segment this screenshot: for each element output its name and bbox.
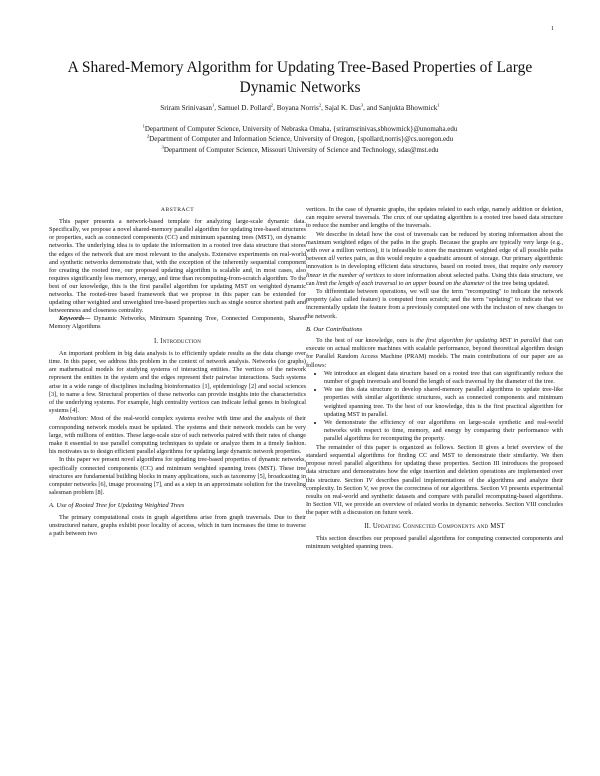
left-column (49, 206, 306, 538)
author: and Sanjukta Bhowmick$^1$ (366, 102, 440, 112)
subsection-heading-a: A. Use of Rooted Tree for Updating Weighted Trees (49, 502, 185, 510)
author: Samuel D. Pollard$^2$ (217, 102, 274, 112)
body-paragraph: To the best of our knowledge, ours is the first algorithm for updating MST in parallel that can execute on actual multicore machines with scalable performance, beyond theoretical algorithm design for Parallel Random Access Machine (PRAM) models. The main contributions of our paper are as follows: (306, 337, 563, 369)
affiliation: $^1$Department of Computer Science, University of Nebraska Omaha, {sriramsrinivas,sbhowmick}@unomaha.edu (142, 123, 458, 133)
intro-motivation-paragraph: Motivation: Most of the real-world complex systems evolve with time and the analysis of their corresponding network models must be updated. The systems and their network models can be very large, with millions of entities. These large-scale size of such networks paired with their rates of change make it essential to use parallel computing techniques to update or analyze them in a timely fashion. his motivates us to design efficient parallel algorithms for updating large dynamic network properties. (49, 415, 306, 456)
section-heading-introduction: I. Introduction (153, 337, 202, 345)
body-paragraph: The remainder of this paper is organized as follows. Section II gives a brief overview of the standard sequential algorithms for finding CC and MST to demonstrate their similarity. We then propose novel parallel algorithms for updating these properties. Section III introduces the proposed data structure and demonstrates how the edge insertion and deletion operations are implemented over this structure. Section IV describes parallel implementations of the algorithms and analyze their complexity. In Section V, we prove the correctness of our algorithms. Section VI presents experimental results on real-world and synthetic datasets and compare with parallel recomputing-based algorithms. In Section VII, we provide an overview of related works in dynamic networks. Section VIII concludes the paper with a discussion on future work. (306, 443, 563, 517)
body-paragraph: This section describes our proposed parallel algorithms for computing connected components and minimum weighted spanning trees. (306, 534, 563, 550)
right-column (306, 206, 563, 551)
abstract-heading: ABSTRACT (160, 207, 195, 213)
page-number: 1 (551, 26, 554, 32)
body-paragraph: vertices. In the case of dynamic graphs, the updates related to each edge, namely addition or deletion, can require several traversals. The crux of our updating algorithm is a rooted tree based data structure to reduce the number and lengths of the traversals. (306, 206, 563, 230)
author: Sriram Srinivasan$^1$ (160, 102, 215, 112)
author-list: Sriram Srinivasan$^1$, Samuel D. Pollard$^2$, Boyana Norris$^2$, Sajal K. Das$^3$, and Sanjukta Bhowmick$^1$ (160, 102, 440, 112)
contributions-list (306, 370, 563, 444)
paper-title: A Shared-Memory Algorithm for Updating Tree-Based Properties of Large Dynamic Networks (67, 59, 533, 96)
affiliation-list (30, 124, 570, 155)
section-heading-ii: II. Updating Connected Components and MST (364, 522, 505, 530)
intro-paragraph: In this paper we present novel algorithms for updating tree-based properties of dynamic networks, specifically connected components (CC) and minimum weighted spanning trees (MST). These tree structures are fundamental building blocks in many applications, such as taxonomy [5], broadcasting in computer networks [6], image processing [7], and as a step in an approximate solution for the traveling salesman problem [8]. (49, 456, 306, 497)
subsection-heading-b: B. Our Contributions (306, 325, 363, 333)
list-item: • We demonstrate the efficiency of our algorithms on large-scale synthetic and real-world networks with respect to time, memory, and energy by comparing their performance with parallel algorithms for recomputing the property. (324, 419, 563, 444)
author: Sajal K. Das$^3$ (324, 102, 364, 112)
intro-paragraph: An important problem in big data analysis is to efficiently update results as the data change over time. In this paper, we address this problem in the context of network analysis. Networks (or graphs) are mathematical models for studying systems of interacting entities. The vertices of the network represent the entities in the system and the edges represent their pairwise interactions. Such systems arise in a wide range of disciplines including bioinformatics [1], epidemiology [2] and social sciences [3], to name a few. Structural properties of these networks can provide insights into the characteristics of the underlying systems. For example, high centrality vertices can indicate lethal genes in biological systems [4]. (49, 349, 306, 415)
body-paragraph: To differentiate between operations, we will use the term "recomputing" to indicate the network property (also called feature) is computed from scratch; and the term "updating" to indicate that we incrementally update the feature from a previously computed one with the inclusion of new changes to the network. (306, 288, 563, 320)
author: Boyana Norris$^2$ (276, 102, 322, 112)
affiliation: $^2$Department of Computer and Information Science, University of Oregon, {spollard,norris}@cs.uoregon.edu (146, 134, 454, 144)
affiliation: $^3$Department of Computer Science, Missouri University of Science and Technology, sdas@mst.edu (161, 144, 439, 154)
abstract-text: This paper presents a network-based template for analyzing large-scale dynamic data. Specifically, we propose a novel shared-memory parallel algorithm for updating tree-based structures or properties, such as connected components (CC) and minimum spanning trees (MST), on dynamic networks. The underlying idea is to update the information in a rooted tree data structure that stores the edges of the network that are most relevant to the analysis. Extensive experiments on real-world and synthetic networks demonstrate that, with the exception of the inherently sequential component for creating the rooted tree, our proposed updating algorithm is scalable and, in most cases, also requires significantly less memory, energy, and time than recomputing-from-scratch algorithm. To the best of our knowledge, this is the first parallel algorithm for updating MST on weighted dynamic networks. The rooted-tree based framework that we propose in this paper can be extended for updating other weighted and unweighted tree-based properties such as single source shortest path and betweenness and closeness centrality. (49, 218, 306, 315)
list-item: • We use this data structure to develop shared-memory parallel algorithms to update tree-like properties with similar algorithmic structures, such as connected components and minimum weighted spanning tree. To the best of our knowledge, this is the first practical algorithm for updating MST in parallel. (324, 386, 563, 419)
body-paragraph: We describe in detail how the cost of traversals can be reduced by storing information about the maximum weighted edges of the paths in the graph. Because the graphs are typically very large (e.g., with over a million vertices), it is infeasible to store the maximum weighted edge of all possible paths between all vertex pairs, as this would require a quadratic amount of storage. Our primary algorithmic innovation is in developing efficient data structures, based on rooted trees, that require only memory linear in the number of vertices to store information about selected paths. Using this data structure, we can limit the length of each traversal to an upper bound on the diameter of the tree being updated. (306, 230, 564, 287)
list-item: • We introduce an elegant data structure based on a rooted tree that can significantly reduce the number of graph traversals and bound the length of each traversal by the diameter of the tree. (324, 370, 563, 386)
subsection-a-paragraph: The primary computational costs in graph algorithms arise from graph traversals. Due to their unstructured nature, graphs exhibit poor locality of access, which in turn increases the time to traverse a path between two (49, 513, 306, 537)
keywords: Keywords— Dynamic Networks, Minimum Spanning Tree, Connected Components, Shared Memory Algorithms (49, 315, 307, 331)
